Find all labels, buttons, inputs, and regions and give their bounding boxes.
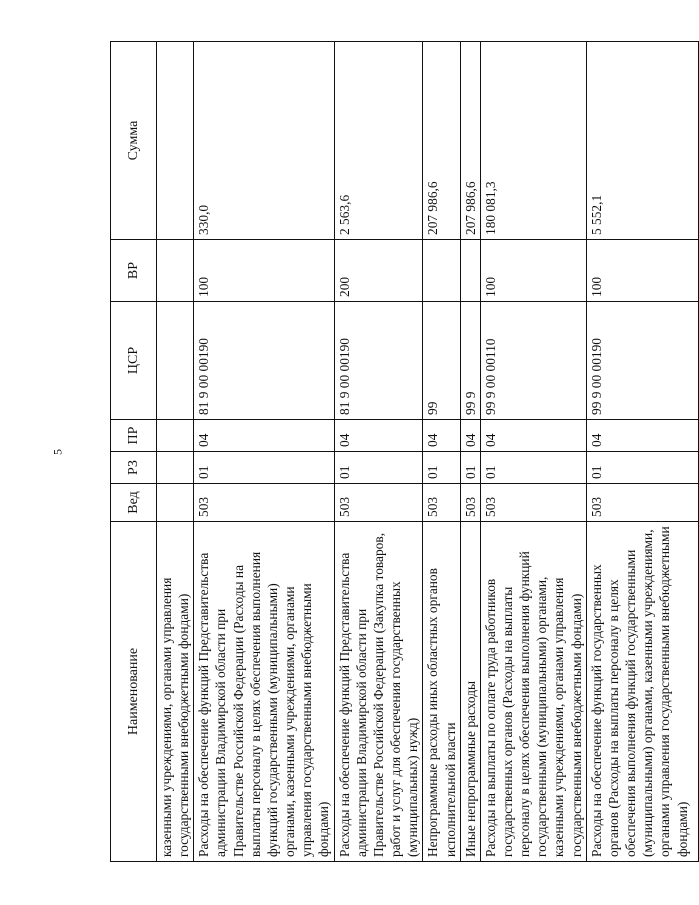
cell-rz: 01 — [194, 452, 334, 484]
header-rz: РЗ — [111, 452, 157, 484]
cell-vr: 100 — [586, 240, 698, 302]
table-row — [194, 42, 334, 862]
cell-ved: 503 — [423, 484, 460, 522]
table-row — [334, 42, 423, 862]
cell-pr: 04 — [423, 420, 460, 452]
cell-rz — [157, 452, 194, 484]
cell-ved: 503 — [480, 484, 586, 522]
table-header-row — [111, 42, 157, 862]
cell-ved: 503 — [586, 484, 698, 522]
cell-sum: 2 563,6 — [334, 42, 423, 240]
header-pr: ПР — [111, 420, 157, 452]
cell-rz: 01 — [586, 452, 698, 484]
cell-sum — [157, 42, 194, 240]
cell-name: Расходы на обеспечение функций Представительства администрации Владимирской области при Правительстве Российской Федерации (Расходы на выплаты персоналу в целях обеспечения выполнения функций государственными (муниципальными) органами, казенными учреждениями, органами управления государственными внебюджетными фондами) — [194, 522, 334, 862]
cell-name: Иные непрограммные расходы — [460, 522, 480, 862]
cell-vr — [460, 240, 480, 302]
header-name: Наименование — [111, 522, 157, 862]
cell-ved: 503 — [460, 484, 480, 522]
cell-csr: 99 9 — [460, 302, 480, 420]
cell-csr: 99 9 00 00190 — [586, 302, 698, 420]
cell-sum: 207 986,6 — [423, 42, 460, 240]
table-row — [423, 42, 460, 862]
cell-pr: 04 — [460, 420, 480, 452]
table-row — [586, 42, 698, 862]
cell-vr: 200 — [334, 240, 423, 302]
cell-rz: 01 — [423, 452, 460, 484]
header-csr: ЦСР — [111, 302, 157, 420]
cell-vr: 100 — [194, 240, 334, 302]
cell-name: Непрограммные расходы иных областных органов исполнительной власти — [423, 522, 460, 862]
cell-csr: 81 9 00 00190 — [334, 302, 423, 420]
cell-name: Расходы на обеспечение функций Представительства администрации Владимирской области при Правительстве Российской Федерации (Закупка товаров, работ и услуг для обеспечения государственных (муниципальных) нужд) — [334, 522, 423, 862]
cell-rz: 01 — [334, 452, 423, 484]
cell-name: Расходы на выплаты по оплате труда работников государственных органов (Расходы на выплаты персоналу в целях обеспечения выполнения функций государственными (муниципальными) органами, казенными учреждениями, органами управления государственными внебюджетными фондами) — [480, 522, 586, 862]
header-vr: ВР — [111, 240, 157, 302]
cell-pr: 04 — [334, 420, 423, 452]
cell-name: Расходы на обеспечение функций государственных органов (Расходы на выплаты персоналу в целях обеспечения выполнения функций государственными (муниципальными) органами, казенными учреждениями, органами управления государственными внебюджетными фондами) — [586, 522, 698, 862]
rotated-table-wrapper — [110, 42, 690, 862]
cell-vr — [423, 240, 460, 302]
cell-ved — [157, 484, 194, 522]
cell-csr — [157, 302, 194, 420]
cell-pr: 04 — [194, 420, 334, 452]
cell-rz: 01 — [460, 452, 480, 484]
header-ved: Вед — [111, 484, 157, 522]
header-sum: Сумма — [111, 42, 157, 240]
cell-csr: 99 9 00 00110 — [480, 302, 586, 420]
cell-sum: 330,0 — [194, 42, 334, 240]
cell-rz: 01 — [480, 452, 586, 484]
cell-ved: 503 — [194, 484, 334, 522]
budget-table — [110, 41, 699, 862]
cell-pr: 04 — [586, 420, 698, 452]
page-number: 5 — [50, 449, 65, 455]
cell-vr: 100 — [480, 240, 586, 302]
table-row — [460, 42, 480, 862]
cell-sum: 5 552,1 — [586, 42, 698, 240]
cell-sum: 207 986,6 — [460, 42, 480, 240]
cell-name: казенными учреждениями, органами управления государственными внебюджетными фондами) — [157, 522, 194, 862]
cell-ved: 503 — [334, 484, 423, 522]
cell-csr: 81 9 00 00190 — [194, 302, 334, 420]
table-row — [480, 42, 586, 862]
cell-sum: 180 081,3 — [480, 42, 586, 240]
cell-pr: 04 — [480, 420, 586, 452]
cell-vr — [157, 240, 194, 302]
table-row — [157, 42, 194, 862]
cell-pr — [157, 420, 194, 452]
cell-csr: 99 — [423, 302, 460, 420]
